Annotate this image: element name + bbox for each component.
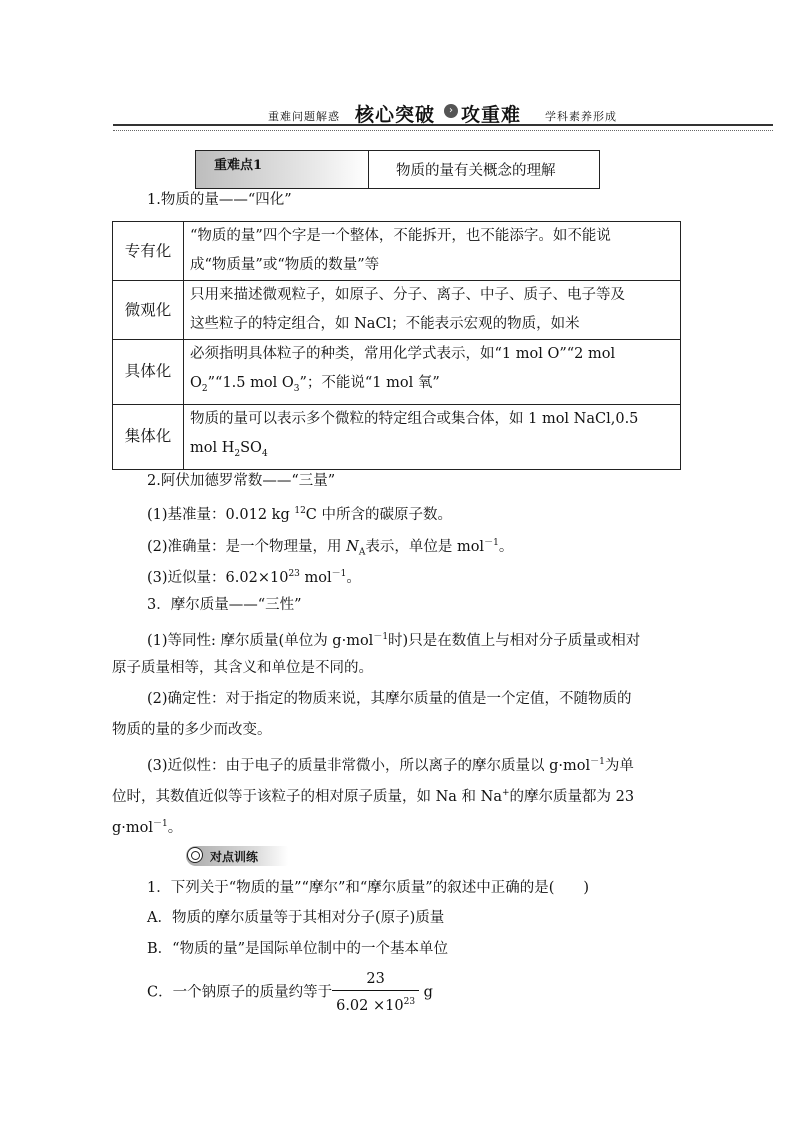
s2-item-1: (1)基准量：0.012 kg $^{12}$C 中所含的碳原子数。 xyxy=(147,506,452,523)
practice-badge-label: 对点训练 xyxy=(210,850,259,864)
header-title-b: 攻重难 xyxy=(461,104,522,126)
s1-title: 1.物质的量——“四化” xyxy=(147,192,292,208)
header-title-a: 核心突破 xyxy=(355,104,436,126)
row-line: mol $H_2SO_4$ xyxy=(190,439,268,459)
question-1: 1．下列关于“物质的量”“摩尔”和“摩尔质量”的叙述中正确的是( ) xyxy=(147,880,590,896)
s3-item-2: (2)确定性：对于指定的物质来说，其摩尔质量的值是一个定值，不随物质的 xyxy=(147,691,632,707)
s3-item-3-cont2: g·mol$^{-1}$。 xyxy=(112,819,183,836)
header-rule xyxy=(113,124,773,126)
s3-item-3-cont: 位时，其数值近似等于该粒子的相对原子质量，如 Na 和 Na+的摩尔质量都为 23 xyxy=(112,788,635,805)
s3-item-2-cont: 物质的量的多少而改变。 xyxy=(112,722,272,738)
fraction: $\frac{23}{6.02 \times 10^{23}}$ xyxy=(332,968,419,1017)
table-row xyxy=(113,222,681,281)
header-rule-dotted xyxy=(113,130,773,131)
row-head: 集体化 xyxy=(113,404,184,469)
option-a: A．物质的摩尔质量等于其相对分子(原子)质量 xyxy=(147,910,445,926)
row-head: 专有化 xyxy=(113,222,184,281)
s3-item-1: (1)等同性: 摩尔质量(单位为 g·mol$^{-1}$时)只是在数值上与相对分子质量或相对 xyxy=(147,632,641,649)
row-head: 具体化 xyxy=(113,340,184,405)
section-tag xyxy=(196,151,369,188)
table-row xyxy=(113,404,681,469)
target-icon xyxy=(187,847,203,863)
header-right-label: 学科素养形成 xyxy=(545,110,617,123)
row-head: 微观化 xyxy=(113,281,184,340)
row-content xyxy=(184,340,681,405)
row-line: $O_2”“1.5$ mol $O_3$”；不能说“1 mol 氧” xyxy=(190,375,440,394)
table-row xyxy=(113,281,681,340)
row-line: 必须指明具体粒子的种类，常用化学式表示，如“1 mol O”“2 mol xyxy=(190,346,616,362)
practice-badge xyxy=(186,846,288,866)
row-content xyxy=(184,404,681,469)
section-title: 物质的量有关概念的理解 xyxy=(396,163,556,179)
option-b: B．“物质的量”是国际单位制中的一个基本单位 xyxy=(147,941,448,957)
table-row xyxy=(113,340,681,405)
row-line: 成“物质量”或“物质的数量”等 xyxy=(190,257,380,273)
section-heading-box xyxy=(195,150,600,189)
s3-item-1-cont: 原子质量相等，其含义和单位是不同的。 xyxy=(112,660,373,676)
s2-item-2: (2)准确量：是一个物理量，用 $N_A$表示，单位是 mol$^{-1}$。 xyxy=(147,538,514,558)
header-left-label: 重难问题解惑 xyxy=(268,110,340,123)
four-aspects-table xyxy=(112,221,681,470)
arrow-circle-icon: › xyxy=(444,104,458,118)
option-c: C．一个钠原子的质量约等于 $\frac{23}{6.02 \times 10^{23}}$ g xyxy=(147,968,433,1017)
row-line: 这些粒子的特定组合，如 NaCl；不能表示宏观的物质，如米 xyxy=(190,316,580,332)
row-line: 只用来描述微观粒子，如原子、分子、离子、中子、质子、电子等及 xyxy=(190,287,625,303)
s2-item-3: (3)近似量：$6.02\times 10^{23}$ mol$^{-1}$。 xyxy=(147,569,361,586)
row-line: 物质的量可以表示多个微粒的特定组合或集合体，如 1 mol NaCl,0.5 xyxy=(190,410,639,427)
s2-title: 2.阿伏加德罗常数——“三量” xyxy=(147,473,336,489)
section-tag-label: 重难点1 xyxy=(214,158,263,173)
s3-item-3: (3)近似性：由于电子的质量非常微小，所以离子的摩尔质量以 g·mol$^{-1}$为单 xyxy=(147,757,634,774)
row-content xyxy=(184,222,681,281)
row-content xyxy=(184,281,681,340)
s3-title: 3．摩尔质量——“三性” xyxy=(147,597,302,613)
row-line: “物质的量”四个字是一个整体，不能拆开，也不能添字。如不能说 xyxy=(190,228,611,244)
